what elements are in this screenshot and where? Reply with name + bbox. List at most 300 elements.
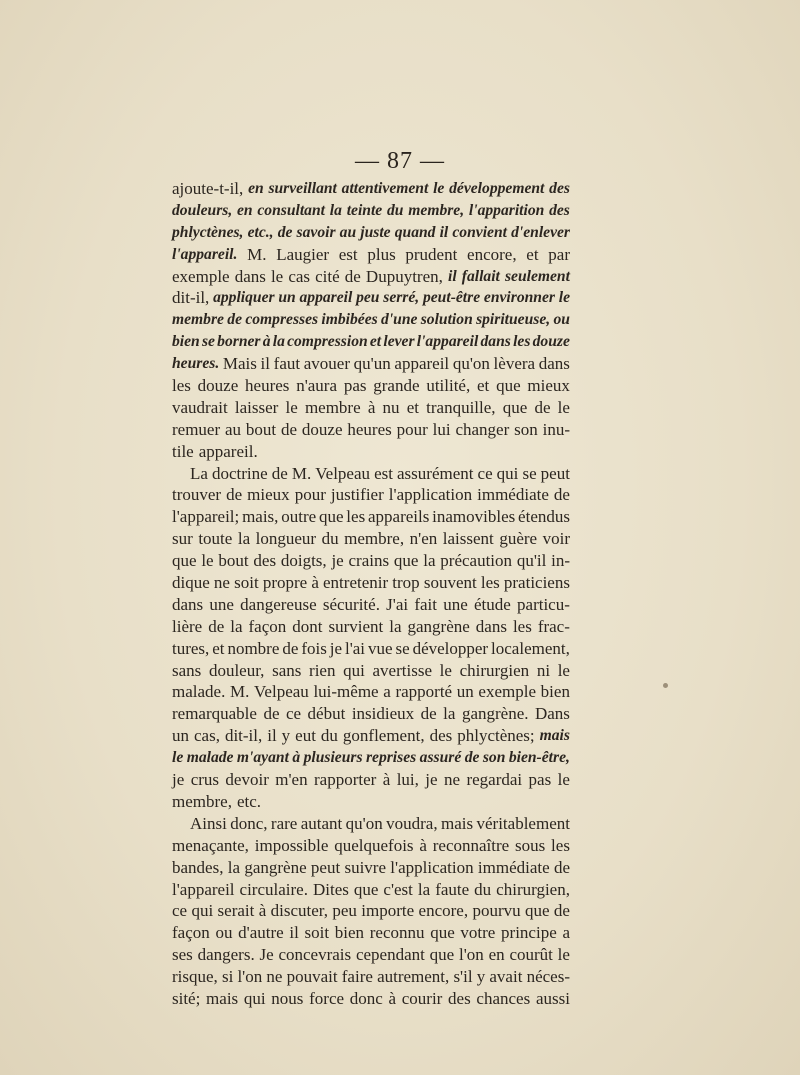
word: assurément — [397, 463, 474, 483]
word: juste — [360, 223, 391, 241]
word: un — [172, 726, 189, 746]
word: que — [430, 923, 455, 943]
word: la — [230, 616, 243, 636]
word: gangrène — [244, 857, 307, 877]
word: cité — [315, 266, 340, 286]
word: n'aura — [296, 376, 338, 396]
word: l'appareil — [416, 333, 479, 351]
word: de — [271, 463, 288, 483]
word: entretenir — [323, 573, 389, 593]
word: heures — [347, 419, 392, 439]
word: bandes, — [172, 857, 224, 877]
text-line — [172, 331, 570, 353]
word: se — [201, 333, 215, 351]
word: phlyctènes; — [457, 726, 535, 746]
word: suivre — [344, 857, 387, 877]
word: des — [549, 180, 570, 197]
word: des — [429, 726, 453, 746]
word: en — [237, 201, 253, 219]
word: aussi — [535, 988, 570, 1008]
word: plusieurs — [303, 749, 363, 767]
word: appareil — [299, 289, 353, 307]
word: vue — [367, 638, 393, 658]
word: douze — [301, 419, 343, 439]
word: remarquable — [172, 704, 257, 724]
word: particu- — [517, 594, 570, 614]
word: localement, — [491, 638, 570, 658]
word: attentivement — [341, 180, 429, 197]
word: y — [281, 726, 291, 746]
text-line — [172, 266, 570, 288]
word: circulaire. — [239, 879, 308, 899]
word: des — [448, 988, 471, 1008]
word: y — [476, 967, 486, 987]
word: par — [548, 244, 570, 264]
word: voir — [542, 529, 570, 549]
word: je — [425, 770, 438, 790]
word: serait — [217, 901, 255, 921]
word: ajoute-t-il, — [172, 179, 244, 198]
word: ce — [477, 463, 493, 483]
word: avouer — [303, 354, 351, 374]
word: gonflement, — [342, 726, 425, 746]
word: il — [289, 923, 299, 943]
word: ne — [443, 770, 461, 790]
word: l'application — [390, 857, 474, 877]
word: ou — [553, 311, 570, 329]
word: Mais — [222, 354, 257, 374]
word: survient — [328, 616, 384, 636]
word: trop — [392, 573, 420, 593]
word: soit — [234, 573, 259, 593]
word: doigts, — [280, 551, 327, 571]
word: le — [557, 397, 570, 417]
text-line — [172, 594, 570, 616]
word: en — [248, 180, 264, 197]
word: que — [496, 376, 521, 396]
word: exemple — [172, 266, 230, 286]
word: fait — [414, 594, 437, 614]
word: borner — [217, 333, 261, 351]
word: le — [201, 551, 214, 571]
word: façon — [172, 923, 210, 943]
word: immédiate — [477, 485, 549, 505]
word: les — [551, 835, 570, 855]
word: à — [311, 573, 319, 593]
word: que — [525, 901, 550, 921]
word: les — [346, 507, 366, 527]
word: M. — [247, 244, 267, 264]
text-line — [172, 528, 570, 550]
word: douze — [197, 376, 239, 396]
word: sité; — [172, 988, 201, 1008]
text-line — [172, 463, 570, 485]
word: bout — [218, 551, 249, 571]
word: heures. — [172, 355, 220, 373]
word: dit-il, — [172, 288, 210, 308]
text-line — [172, 966, 570, 988]
word: donc, — [230, 813, 268, 833]
word: Dans — [534, 704, 570, 724]
word: ou — [215, 923, 233, 943]
word: cas, — [193, 726, 220, 746]
word: néces- — [526, 967, 570, 987]
word: malade — [186, 749, 234, 767]
word: dit-il, — [224, 726, 263, 746]
text-line — [172, 725, 570, 747]
word: avertisse — [372, 660, 432, 680]
word: trouver — [172, 485, 222, 505]
word: Velpeau — [254, 682, 309, 702]
word: dans — [234, 266, 266, 286]
word: lui, — [396, 770, 419, 790]
word: que — [172, 551, 197, 571]
word: mais — [441, 813, 474, 833]
word: de — [277, 223, 293, 241]
word: appareil — [394, 354, 450, 374]
word: et — [369, 333, 382, 351]
word: de — [208, 616, 225, 636]
word: de — [464, 749, 480, 767]
word: ce — [172, 901, 188, 921]
body-text — [172, 178, 570, 1010]
word: le — [285, 397, 298, 417]
word: mais — [539, 727, 570, 745]
text-line — [172, 638, 570, 660]
word: Dites — [312, 879, 349, 899]
text-line — [172, 857, 570, 879]
word: des — [253, 551, 277, 571]
text-line — [172, 397, 570, 419]
word: dans — [538, 354, 570, 374]
word: le — [557, 770, 570, 790]
word: membre, — [408, 201, 465, 219]
word: etc. — [236, 791, 262, 811]
word: peut-être — [422, 289, 481, 307]
word: au — [225, 419, 242, 439]
word: malade. — [172, 682, 226, 702]
word: douleur, — [208, 660, 265, 680]
word: environner — [483, 289, 555, 307]
word: quand — [394, 223, 436, 241]
word: qui — [496, 463, 519, 483]
word: ne — [213, 573, 230, 593]
word: mais — [206, 988, 239, 1008]
word: peut — [540, 463, 570, 483]
word: phlyctènes, — [172, 223, 244, 241]
word: toute — [198, 529, 233, 549]
word: laisser — [234, 397, 279, 417]
word: début — [307, 704, 346, 724]
text-line — [172, 769, 570, 791]
text-line — [172, 441, 570, 463]
word: je — [329, 638, 343, 658]
word: La — [190, 463, 208, 483]
word: bien — [540, 682, 570, 702]
word: in- — [551, 551, 570, 571]
word: peu — [356, 289, 380, 307]
word: membre, — [344, 529, 405, 549]
word: en — [488, 945, 505, 965]
word: praticiens — [503, 573, 570, 593]
word: qu'il — [516, 551, 547, 571]
text-line — [172, 222, 570, 244]
word: faire — [341, 967, 373, 987]
word: et — [406, 397, 419, 417]
word: de — [263, 704, 280, 724]
word: de — [553, 901, 570, 921]
word: Je — [259, 945, 274, 965]
word: etc., — [247, 223, 274, 241]
word: pouvait — [286, 967, 338, 987]
word: chirurgien — [459, 660, 530, 680]
word: qui — [191, 901, 214, 921]
word: spiritueuse, — [476, 311, 551, 329]
word: reprises — [365, 749, 417, 767]
word: le — [433, 180, 445, 197]
word: d'autre — [238, 923, 284, 943]
word: souvent — [423, 573, 477, 593]
word: sur — [172, 529, 193, 549]
word: lière — [172, 616, 203, 636]
word: qu'on — [452, 354, 490, 374]
word: un — [278, 289, 296, 307]
word: de — [282, 638, 299, 658]
word: pas — [343, 376, 367, 396]
word: courût — [509, 945, 553, 965]
word: faute — [435, 879, 470, 899]
word: et — [477, 376, 490, 396]
word: inu- — [542, 419, 570, 439]
word: laissent — [442, 529, 494, 549]
word: gangrène. — [461, 704, 529, 724]
word: n'en — [409, 529, 438, 549]
word: remuer — [172, 419, 221, 439]
word: surveillant — [268, 180, 337, 197]
word: compresses — [245, 311, 319, 329]
word: rapporter — [314, 770, 377, 790]
text-line — [172, 660, 570, 682]
word: un — [456, 682, 474, 702]
text-line — [172, 309, 570, 331]
word: si — [221, 967, 234, 987]
word: l'application — [388, 485, 473, 505]
word: guère — [499, 529, 538, 549]
word: tures, — [172, 638, 210, 658]
word: de — [553, 857, 570, 877]
word: pour — [396, 419, 428, 439]
word: qu'un — [353, 354, 391, 374]
word: mais, — [242, 507, 279, 527]
word: qui — [343, 660, 365, 680]
word: dans — [172, 594, 204, 614]
word: menaçante, — [172, 835, 249, 855]
word: crains — [348, 551, 390, 571]
word: membre — [172, 311, 224, 329]
word: bien — [334, 923, 365, 943]
word: du — [387, 201, 404, 219]
word: lèvera — [493, 354, 536, 374]
word: les — [512, 616, 532, 636]
word: de — [226, 485, 243, 505]
text-line — [172, 353, 570, 375]
word: une — [209, 594, 234, 614]
word: M. — [291, 463, 312, 483]
word: qu'on — [345, 813, 383, 833]
word: grande — [373, 376, 420, 396]
word: Velpeau — [315, 463, 371, 483]
text-line — [172, 835, 570, 857]
word: peu — [332, 901, 357, 921]
word: mieux — [527, 376, 570, 396]
word: il — [260, 354, 270, 374]
word: l'on — [459, 945, 484, 965]
text-line — [172, 616, 570, 638]
text-line — [172, 813, 570, 835]
word: chances — [476, 988, 531, 1008]
word: autant — [300, 813, 343, 833]
word: Dupuytren, — [365, 266, 443, 286]
word: convient — [452, 223, 507, 241]
word: de — [281, 419, 298, 439]
word: appareil. — [198, 441, 258, 461]
word: l'appareil; — [172, 507, 240, 527]
word: la — [272, 333, 285, 351]
word: rare — [270, 813, 298, 833]
word: façon — [248, 616, 287, 636]
word: du — [321, 529, 339, 549]
word: propre — [262, 573, 308, 593]
word: véritablement — [476, 813, 570, 833]
word: de — [553, 485, 570, 505]
word: nu — [382, 397, 400, 417]
text-line — [172, 419, 570, 441]
word: sans — [272, 660, 302, 680]
word: à — [382, 770, 391, 790]
text-line — [172, 178, 570, 200]
word: dont — [292, 616, 323, 636]
word: encore, — [418, 901, 469, 921]
word: voudra, — [386, 813, 438, 833]
text-line — [172, 944, 570, 966]
word: s'il — [453, 967, 473, 987]
word: donc — [349, 988, 383, 1008]
word: rien — [309, 660, 336, 680]
word: le — [557, 660, 570, 680]
word: à — [388, 988, 397, 1008]
word: l'apparition — [468, 201, 545, 219]
word: il — [267, 726, 277, 746]
word: l'appareil. — [172, 245, 238, 263]
word: fois — [301, 638, 327, 658]
word: lever — [383, 333, 415, 351]
word: savoir — [296, 223, 336, 241]
word: la — [237, 529, 251, 549]
word: avait — [489, 967, 523, 987]
word: que — [318, 507, 344, 527]
word: M. — [230, 682, 250, 702]
word: serré, — [383, 289, 420, 307]
word: douze — [532, 333, 570, 351]
word: bien-être, — [508, 749, 570, 767]
word: le — [558, 289, 570, 307]
word: sécurité. — [322, 594, 380, 614]
word: son — [514, 419, 538, 439]
word: compression — [287, 333, 368, 351]
word: appliquer — [213, 289, 275, 307]
word: doctrine — [211, 463, 268, 483]
text-line — [172, 506, 570, 528]
text-line — [172, 879, 570, 901]
word: solution — [420, 311, 473, 329]
word: peut — [310, 857, 341, 877]
word: utilité, — [426, 376, 471, 396]
word: je — [331, 551, 344, 571]
text-line — [172, 703, 570, 725]
word: que — [393, 551, 419, 571]
ink-spot — [663, 683, 668, 688]
word: est — [374, 463, 393, 483]
word: à — [262, 333, 271, 351]
text-line — [172, 900, 570, 922]
word: pourvu — [472, 901, 521, 921]
word: et — [526, 244, 539, 264]
word: prudent — [405, 244, 458, 264]
word: de — [420, 704, 437, 724]
word: justifier — [330, 485, 384, 505]
word: quelquefois — [334, 835, 414, 855]
word: les — [513, 333, 531, 351]
word: l'appareil — [172, 879, 235, 899]
word: ce — [285, 704, 302, 724]
text-line — [172, 922, 570, 944]
word: à — [419, 835, 427, 855]
word: pour — [294, 485, 326, 505]
word: rapporté — [395, 682, 453, 702]
word: est — [338, 244, 358, 264]
word: teinte — [346, 201, 383, 219]
word: crus — [190, 770, 220, 790]
word: eut — [295, 726, 316, 746]
word: mieux — [247, 485, 290, 505]
word: discuter, — [270, 901, 329, 921]
word: son — [482, 749, 506, 767]
word: heures — [245, 376, 290, 396]
word: m'en — [275, 770, 308, 790]
word: précaution — [440, 551, 513, 571]
word: insidieux — [351, 704, 415, 724]
word: encore, — [467, 244, 517, 264]
word: cas — [288, 266, 311, 286]
word: l'ai — [344, 638, 366, 658]
word: a — [562, 923, 570, 943]
word: étendus — [518, 507, 570, 527]
text-line — [172, 572, 570, 594]
word: bien — [172, 333, 200, 351]
word: la — [423, 551, 436, 571]
word: membre, — [172, 791, 232, 811]
word: les — [172, 376, 191, 396]
word: tile — [172, 441, 194, 461]
word: la — [329, 201, 342, 219]
word: ne — [266, 967, 283, 987]
word: une — [443, 594, 468, 614]
word: étude — [473, 594, 511, 614]
word: sous — [515, 835, 546, 855]
word: à — [367, 397, 376, 417]
word: bout — [245, 419, 277, 439]
word: chirurgien, — [496, 879, 570, 899]
